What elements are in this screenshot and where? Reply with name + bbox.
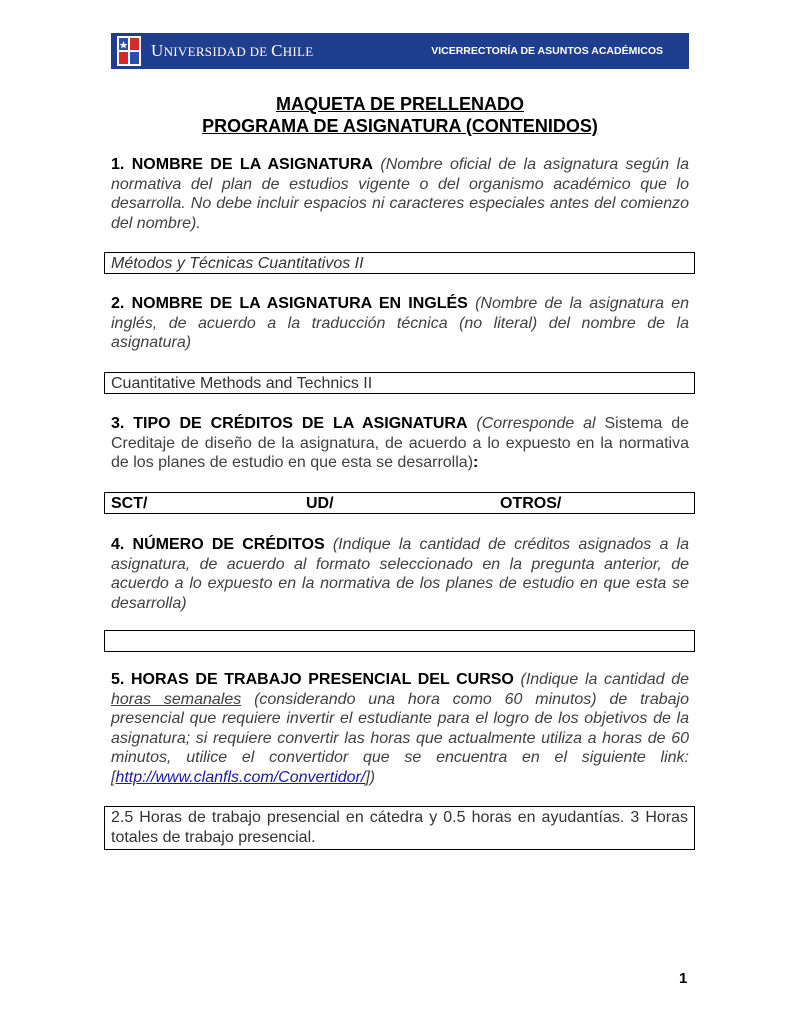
section-1-hint: (Nombre oficial de la asignatura según la normativa del plan de estudios vigente o del organismo académico que lo desarrolla. No debe incluir espacios ni caracteres especiales antes del comienzo del nombre). bbox=[111, 156, 690, 232]
section-5-description: 5. HORAS DE TRABAJO PRESENCIAL DEL CURSO (Indique la cantidad de horas semanales (considerando una hora como 60 minutos) de trabajo presencial que requiere invertir el estudiante para el logro de los objetivos de la asignatura; si requiere convertir las horas que actualmente utiliza a horas de 60 minutos, utilice el convertidor que se encuentra en el siguiente link: [http://www.clanfls.com/Convertidor/]) bbox=[111, 671, 690, 786]
document-title: MAQUETA DE PRELLENADO bbox=[275, 94, 524, 114]
credit-option-otros[interactable]: OTROS/ bbox=[500, 495, 562, 512]
section-3-description: 3. TIPO DE CRÉDITOS DE LA ASIGNATURA (Corresponde al Sistema de Creditaje de diseño de la asignatura, de acuerdo a lo expuesto en la normativa de los planes de estudio en que esta se desarrolla): bbox=[111, 415, 689, 471]
vicerrectoria-label: VICERRECTORÍA DE ASUNTOS ACADÉMICOS bbox=[431, 45, 663, 57]
credit-number-field[interactable] bbox=[104, 630, 695, 652]
credit-option-ud[interactable]: UD/ bbox=[306, 495, 334, 512]
university-header-banner bbox=[111, 33, 689, 69]
document-subtitle: PROGRAMA DE ASIGNATURA (CONTENIDOS) bbox=[202, 116, 598, 136]
weekly-hours-emphasis: horas semanales bbox=[111, 690, 242, 708]
section-2-heading: 2. NOMBRE DE LA ASIGNATURA EN INGLÉS bbox=[111, 295, 468, 312]
section-1-description bbox=[111, 155, 689, 233]
section-4-description bbox=[111, 535, 689, 613]
section-4-hint: (Indique la cantidad de créditos asignados a la asignatura, de acuerdo al formato seleccionado en la pregunta anterior, de acuerdo a lo expuesto en la normativa de los planes de estudio en que esta se desarrolla) bbox=[111, 536, 689, 612]
section-3-heading: 3. TIPO DE CRÉDITOS DE LA ASIGNATURA bbox=[111, 415, 468, 432]
section-3-hint: (Corresponde al bbox=[476, 415, 596, 432]
section-1-heading: 1. NOMBRE DE LA ASIGNATURA bbox=[111, 156, 373, 173]
university-name: UNIVERSIDAD DE CHILE bbox=[151, 41, 314, 60]
section-2-hint: (Nombre de la asignatura en inglés, de acuerdo a la traducción técnica (no literal) del nombre de la asignatura) bbox=[111, 295, 689, 351]
section-2-description bbox=[111, 294, 689, 353]
credit-option-sct[interactable]: SCT/ bbox=[111, 495, 148, 512]
subject-english-name-field[interactable]: Cuantitative Methods and Technics II bbox=[104, 372, 695, 394]
subject-name-field[interactable]: Métodos y Técnicas Cuantitativos II bbox=[104, 252, 695, 274]
credit-type-field[interactable] bbox=[104, 492, 695, 514]
section-5-heading: 5. HORAS DE TRABAJO PRESENCIAL DEL CURSO bbox=[111, 671, 514, 688]
section-3-hint-plain: Sistema de Creditaje de diseño de la asignatura, de acuerdo a lo expuesto en la normativa de los planes de estudio en que esta se desarrolla) bbox=[111, 415, 689, 471]
university-crest-icon bbox=[117, 36, 141, 66]
contact-hours-field[interactable]: 2.5 Horas de trabajo presencial en cátedra y 0.5 horas en ayudantías. 3 Horas totales de trabajo presencial. bbox=[104, 806, 695, 850]
converter-link[interactable]: http://www.clanfls.com/Convertidor/ bbox=[115, 768, 366, 786]
page-number: 1 bbox=[679, 970, 688, 987]
section-4-heading: 4. NÚMERO DE CRÉDITOS bbox=[111, 536, 325, 553]
